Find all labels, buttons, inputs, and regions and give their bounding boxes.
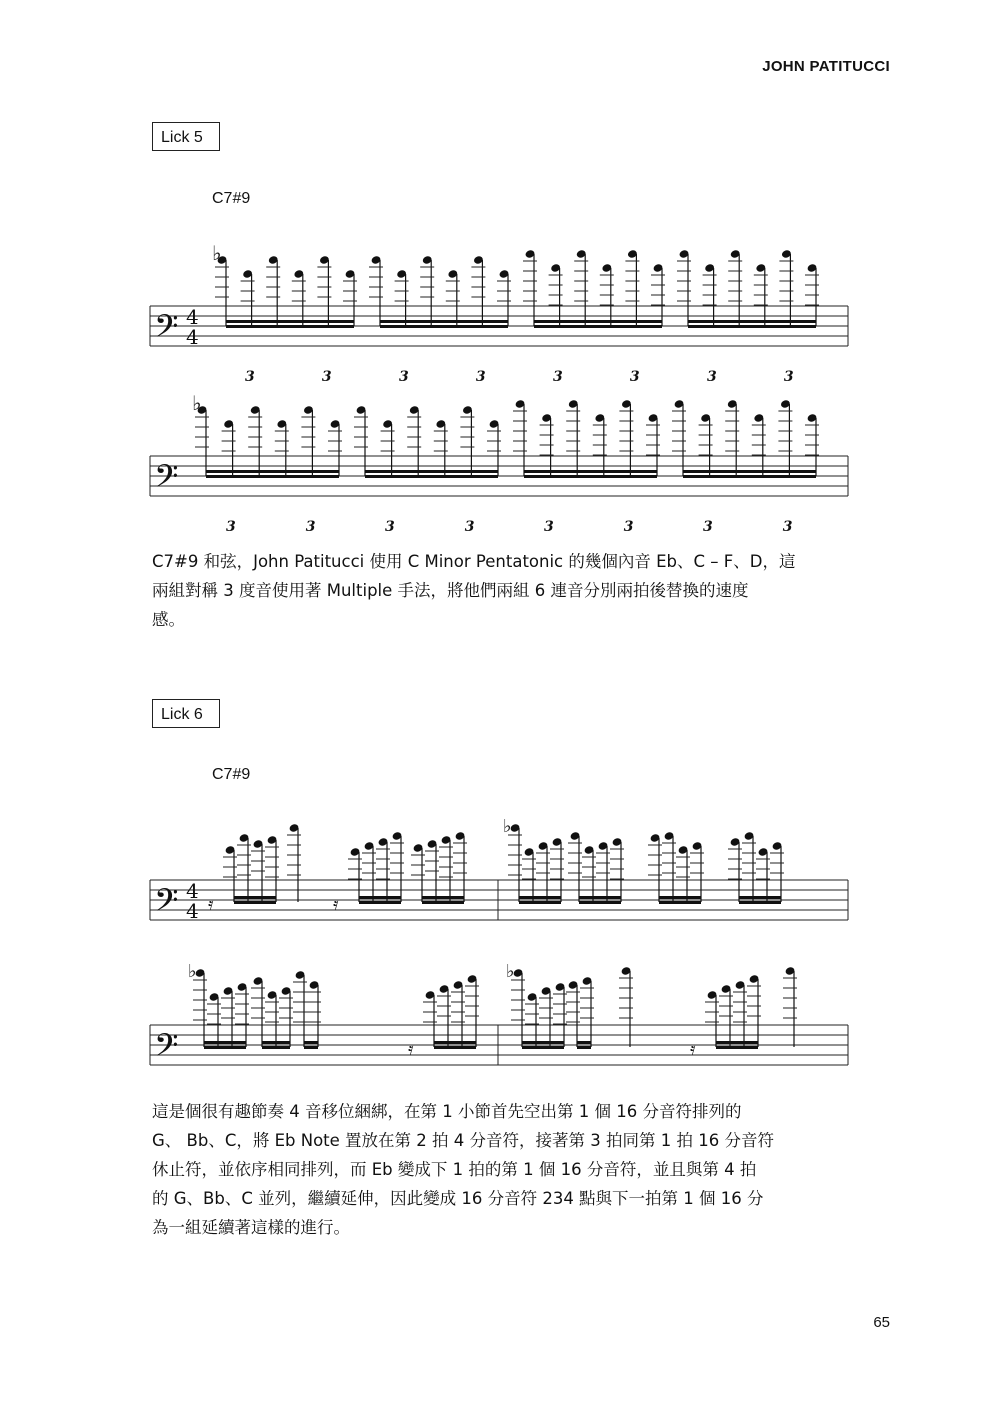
beam (226, 325, 354, 328)
beam (206, 470, 339, 473)
beam (524, 475, 657, 478)
beam (226, 320, 354, 323)
sixteenth-rest-icon: 𝄿 (408, 1039, 414, 1060)
text-line: 的 G、Bb、C 並列，繼續延伸，因此變成 16 分音符 234 點與下一拍第 1 個 16 分 (152, 1189, 764, 1208)
beam (522, 1041, 564, 1044)
triplet-mark: 3 (782, 519, 793, 535)
text-line: G、 Bb、C，將 Eb Note 置放在第 2 拍 4 分音符，接著第 3 拍同第 1 拍 16 分音符 (152, 1131, 774, 1150)
time-signature-top: 4 (186, 305, 199, 329)
bass-clef-icon: 𝄢 (154, 1027, 179, 1071)
beam (683, 470, 816, 473)
lick6-staff-lines (150, 880, 848, 920)
text-line: 兩組對稱 3 度音使用著 Multiple 手法，將他們兩組 6 連音分別兩拍後替換的速度 (152, 581, 749, 600)
lick6-label: Lick 6 (152, 699, 220, 728)
lick5-chord-symbol: C7#9 (212, 190, 251, 207)
beam (234, 901, 276, 904)
lick5-staff-line1 (0, 228, 1000, 385)
beam (577, 1041, 591, 1044)
triplet-mark: 3 (629, 369, 640, 385)
text-line: 休止符，並依序相同排列，而 Eb 變成下 1 拍的第 1 個 16 分音符，並且與第 4 拍 (152, 1160, 757, 1179)
beam (519, 896, 561, 899)
beam (365, 475, 498, 478)
beam (365, 470, 498, 473)
text-line: 為一組延續著這樣的進行。 (152, 1218, 350, 1237)
time-signature-bottom: 4 (186, 899, 199, 923)
text-line: 感。 (152, 610, 185, 629)
beam (659, 896, 701, 899)
beam (739, 896, 781, 899)
beam (204, 1041, 246, 1044)
triplet-mark: 3 (623, 519, 634, 535)
flat-accidental: ♭ (192, 391, 202, 415)
triplet-mark: 3 (464, 519, 475, 535)
beam (716, 1041, 758, 1044)
running-header: JOHN PATITUCCI (762, 58, 890, 75)
sixteenth-rest-icon: 𝄿 (208, 894, 214, 915)
bass-clef-icon: 𝄢 (154, 882, 179, 926)
beam (234, 896, 276, 899)
beam (683, 475, 816, 478)
lick5-staff-line2 (0, 378, 1000, 535)
lick5-description (152, 547, 852, 634)
triplet-mark: 3 (707, 369, 717, 385)
beam (688, 320, 816, 323)
lick6-staff-line2 (0, 945, 1000, 1075)
bass-clef-icon: 𝄢 (154, 458, 179, 502)
beam (380, 325, 508, 328)
triplet-mark: 3 (702, 519, 713, 535)
triplet-mark: 3 (384, 519, 395, 535)
flat-accidental: ♭ (188, 961, 197, 982)
triplet-mark: 3 (245, 369, 255, 385)
beam (422, 901, 464, 904)
triplet-mark: 3 (225, 519, 236, 535)
flat-accidental: ♭ (503, 816, 512, 837)
triplet-mark: 3 (783, 369, 794, 385)
lick5-notes-2 (154, 391, 819, 535)
beam (206, 475, 339, 478)
beam (434, 1041, 476, 1044)
flat-accidental: ♭ (506, 961, 515, 982)
beam (716, 1046, 758, 1049)
beam (739, 901, 781, 904)
triplet-mark: 3 (399, 369, 409, 385)
lick6-chord-symbol: C7#9 (212, 766, 251, 783)
flat-accidental: ♭ (212, 241, 222, 265)
beam (359, 901, 401, 904)
beam (262, 1046, 290, 1049)
text-line: C7#9 和弦，John Patitucci 使用 C Minor Pentatonic 的幾個內音 Eb、C – F、D，這 (152, 552, 796, 571)
time-signature-bottom: 4 (186, 325, 199, 349)
triplet-mark: 3 (553, 369, 563, 385)
beam (304, 1046, 318, 1049)
lick6-staff-line1 (0, 800, 1000, 930)
lick6-description (152, 1097, 852, 1242)
triplet-mark: 3 (305, 519, 316, 535)
lick5-label: Lick 5 (152, 122, 220, 151)
text-line: 這是個很有趣節奏 4 音移位綑綁，在第 1 小節首先空出第 1 個 16 分音符排列的 (152, 1102, 742, 1121)
sixteenth-rest-icon: 𝄿 (333, 894, 339, 915)
triplet-mark: 3 (543, 519, 554, 535)
beam (522, 1046, 564, 1049)
beam (262, 1041, 290, 1044)
bass-clef-icon: 𝄢 (154, 308, 179, 352)
beam (659, 901, 701, 904)
beam (434, 1046, 476, 1049)
beam (534, 325, 662, 328)
beam (534, 320, 662, 323)
beam (688, 325, 816, 328)
beam (304, 1041, 318, 1044)
lick5-notes (154, 241, 819, 385)
lick6-staff-lines-2 (150, 1025, 848, 1065)
beam (524, 470, 657, 473)
beam (577, 1046, 591, 1049)
beam (579, 901, 621, 904)
time-signature-top: 4 (186, 879, 199, 903)
sixteenth-rest-icon: 𝄿 (690, 1039, 696, 1060)
triplet-mark: 3 (475, 369, 486, 385)
triplet-mark: 3 (321, 369, 332, 385)
beam (579, 896, 621, 899)
beam (422, 896, 464, 899)
beam (519, 901, 561, 904)
page-number: 65 (873, 1314, 890, 1331)
beam (204, 1046, 246, 1049)
beam (380, 320, 508, 323)
beam (359, 896, 401, 899)
